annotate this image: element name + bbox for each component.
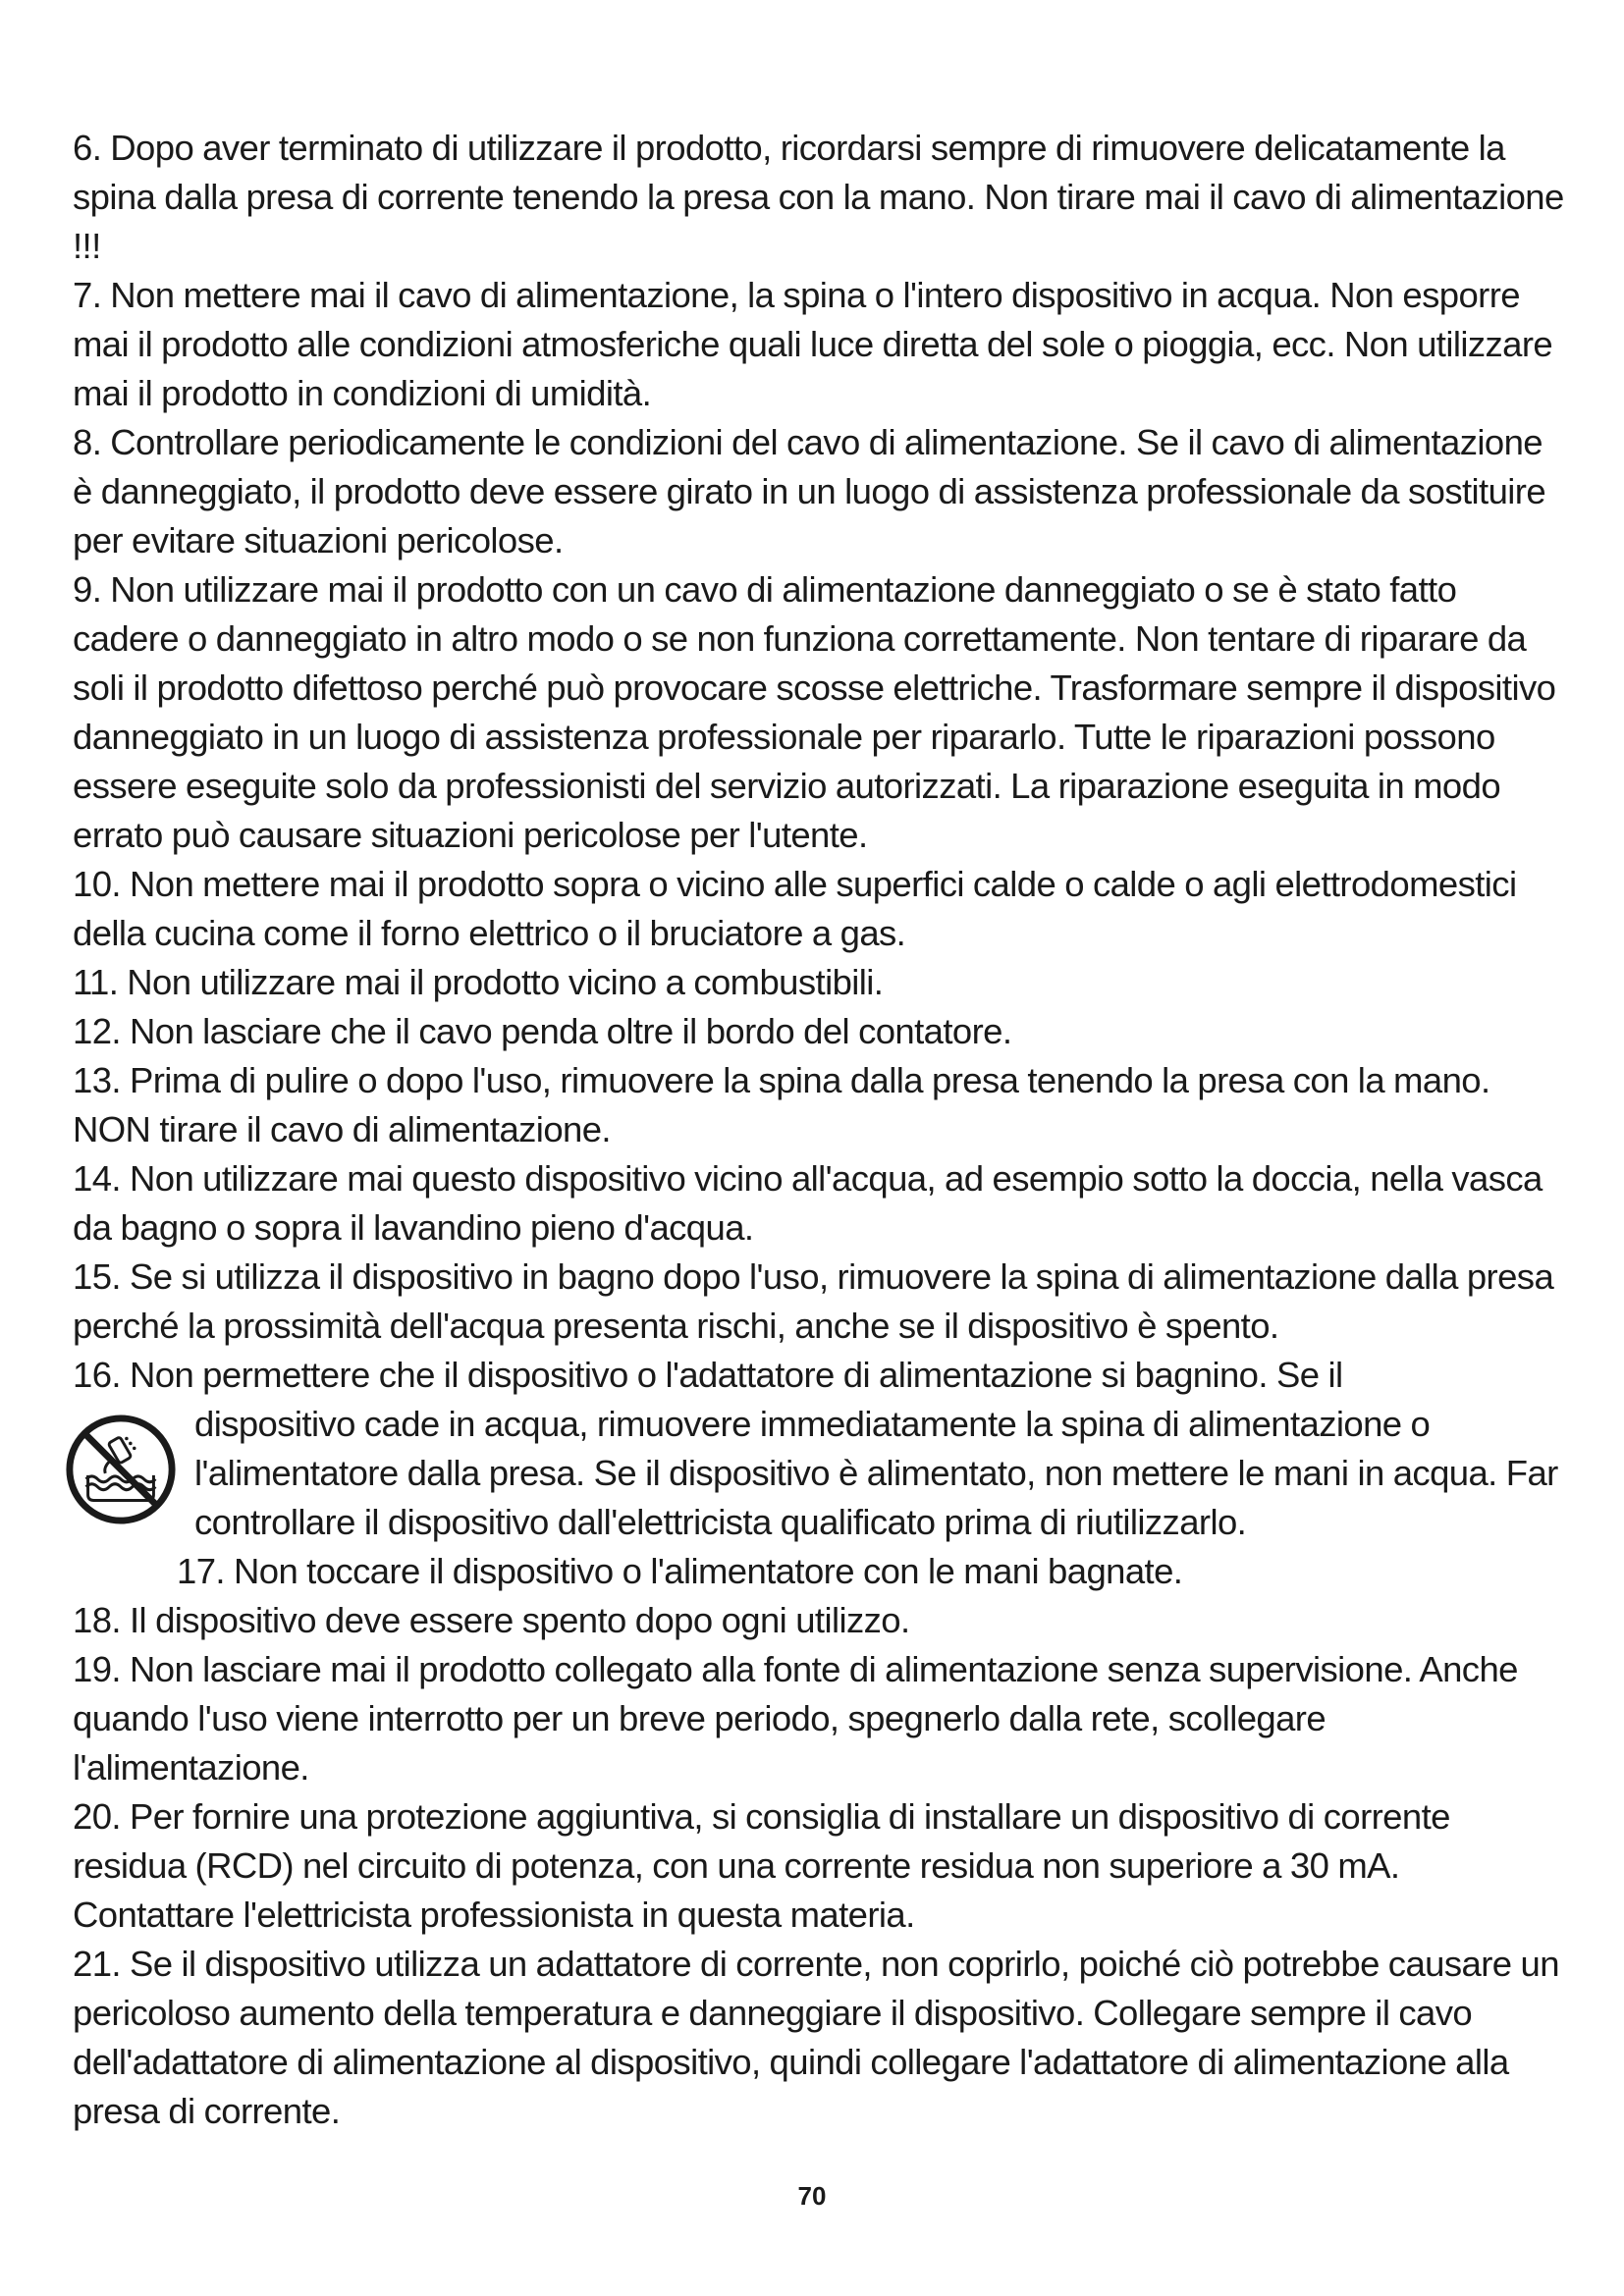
page-number: 70 [797, 2181, 827, 2211]
instruction-8: 8. Controllare periodicamente le condizioni del cavo di alimentazione. Se il cavo di alimentazione è danneggiato, il prodotto deve essere girato in un luogo di assistenza professionale da sostituire per evitare situazioni pericolose. [73, 422, 1546, 561]
instruction-10: 10. Non mettere mai il prodotto sopra o vicino alle superfici calde o calde o agli elettrodomestici della cucina come il forno elettrico o il bruciatore a gas. [73, 864, 1517, 953]
instruction-12: 12. Non lasciare che il cavo penda oltre il bordo del contatore. [73, 1011, 1012, 1051]
safety-instructions [73, 124, 1565, 2136]
no-device-in-water-icon [63, 1412, 179, 1527]
instruction-9: 9. Non utilizzare mai il prodotto con un cavo di alimentazione danneggiato o se è stato fatto cadere o danneggiato in altro modo o se non funziona correttamente. Non tentare di riparare da soli il prodotto difettoso perché può provocare scosse elettriche. Trasformare sempre il dispositivo danneggiato in un luogo di assistenza professionale per ripararlo. Tutte le riparazioni possono essere eseguite solo da professionisti del servizio autorizzati. La riparazione eseguita in modo errato può causare situazioni pericolose per l'utente. [73, 569, 1556, 855]
instruction-16-continuation: dispositivo cade in acqua, rimuovere immediatamente la spina di alimentazione o l'alimentatore dalla presa. Se il dispositivo è alimentato, non mettere le mani in acqua. Far controllare il dispositivo dall'elettricista qualificato prima di riutilizzarlo. [194, 1404, 1558, 1542]
instruction-14: 14. Non utilizzare mai questo dispositivo vicino all'acqua, ad esempio sotto la doccia, nella vasca da bagno o sopra il lavandino pieno d'acqua. [73, 1158, 1543, 1248]
instruction-20: 20. Per fornire una protezione aggiuntiva, si consiglia di installare un dispositivo di corrente residua (RCD) nel circuito di potenza, con una corrente residua non superiore a 30 mA. Contattare l'elettricista professionista in questa materia. [73, 1796, 1450, 1935]
instruction-18: 18. Il dispositivo deve essere spento dopo ogni utilizzo. [73, 1600, 910, 1640]
instruction-11: 11. Non utilizzare mai il prodotto vicino a combustibili. [73, 962, 884, 1002]
instruction-6: 6. Dopo aver terminato di utilizzare il prodotto, ricordarsi sempre di rimuovere delicatamente la spina dalla presa di corrente tenendo la presa con la mano. Non tirare mai il cavo di alimentazione !!! [73, 128, 1564, 266]
instruction-15: 15. Se si utilizza il dispositivo in bagno dopo l'uso, rimuovere la spina di alimentazione dalla presa perché la prossimità dell'acqua presenta rischi, anche se il dispositivo è spento. [73, 1256, 1554, 1346]
instruction-13: 13. Prima di pulire o dopo l'uso, rimuovere la spina dalla presa tenendo la presa con la mano. NON tirare il cavo di alimentazione. [73, 1060, 1490, 1149]
instruction-17: 17. Non toccare il dispositivo o l'alimentatore con le mani bagnate. [177, 1551, 1183, 1591]
instruction-16 [73, 1351, 1565, 1547]
instruction-16-first-line: 16. Non permettere che il dispositivo o l'adattatore di alimentazione si bagnino. Se il [73, 1355, 1343, 1395]
instruction-21: 21. Se il dispositivo utilizza un adattatore di corrente, non coprirlo, poiché ciò potrebbe causare un pericoloso aumento della temperatura e danneggiare il dispositivo. Collegare sempre il cavo dell'adattatore di alimentazione al dispositivo, quindi collegare l'adattatore di alimentazione alla presa di corrente. [73, 1944, 1559, 2131]
instruction-7: 7. Non mettere mai il cavo di alimentazione, la spina o l'intero dispositivo in acqua. Non esporre mai il prodotto alle condizioni atmosferiche quali luce diretta del sole o pioggia, ecc. Non utilizzare mai il prodotto in condizioni di umidità. [73, 275, 1553, 413]
instruction-19: 19. Non lasciare mai il prodotto collegato alla fonte di alimentazione senza supervisione. Anche quando l'uso viene interrotto per un breve periodo, spegnerlo dalla rete, scollegare l'alimentazione. [73, 1649, 1518, 1788]
